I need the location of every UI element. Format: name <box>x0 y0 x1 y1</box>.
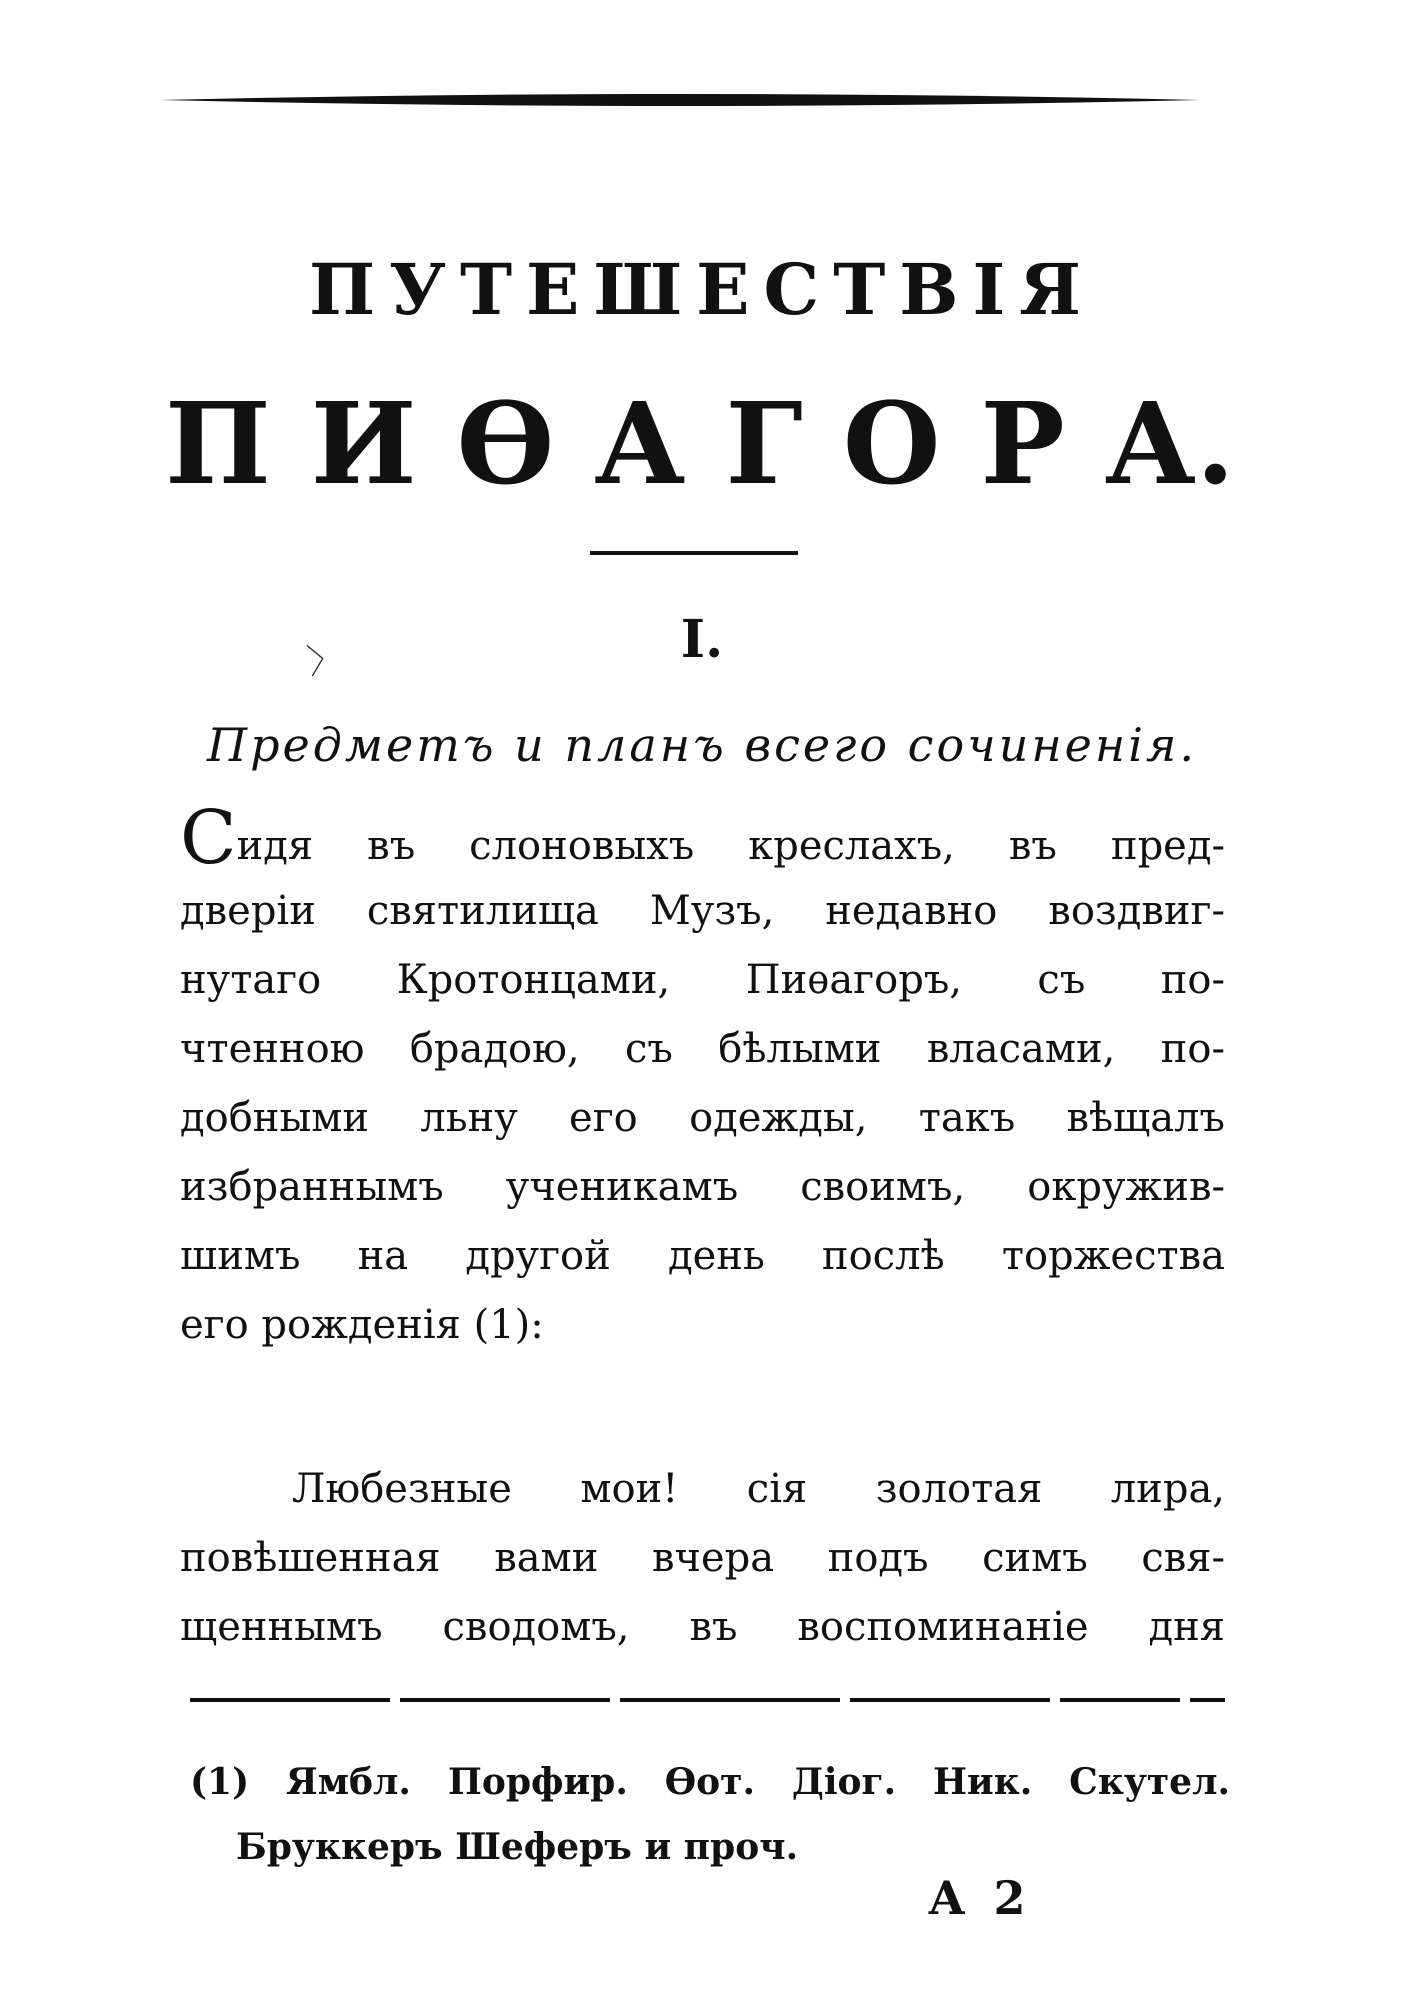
stray-ink-mark: 〉 <box>304 637 346 683</box>
text-line: повѣшенная вами вчера подъ симъ свя- <box>180 1535 1225 1581</box>
text-line: чтенною брадою, съ бѣлыми власами, по- <box>180 1026 1225 1072</box>
title-letter: Г <box>725 379 803 510</box>
paragraph-1 <box>180 795 1225 1360</box>
footnote-rule <box>190 1697 1225 1703</box>
title-letter: П <box>165 379 271 510</box>
text-line: нутаго Кротонцами, Пиѳагоръ, съ по- <box>180 957 1225 1003</box>
title-letter: А. <box>1104 379 1235 510</box>
signature-mark: А 2 <box>928 1871 1032 1925</box>
text-line: избраннымъ ученикамъ своимъ, окружив- <box>180 1164 1225 1210</box>
text-line: шимъ на другой день послѣ торжества <box>180 1233 1225 1279</box>
footnote-line: (1) Ямбл. Порфир. Ѳот. Діог. Ник. Скутел. <box>190 1761 1230 1803</box>
text-line: двеpiи святилища Музъ, недавно воздвиг- <box>180 888 1225 934</box>
title-letter: О <box>842 379 941 510</box>
text-line: Любезные мои! сія золотая лира, <box>292 1466 1225 1512</box>
text-line: добными льну его одежды, такъ вѣщалъ <box>180 1095 1225 1141</box>
footnote <box>190 1750 1230 1880</box>
drop-cap: С <box>180 795 237 881</box>
title-letter: И <box>310 379 417 510</box>
title-letter: А <box>594 379 686 510</box>
footnote-line: Бруккеръ Шеферъ и проч. <box>236 1826 799 1868</box>
title-line-1: ПУТЕШЕСТВІЯ <box>309 248 1095 331</box>
chapter-number: I. <box>680 609 724 670</box>
paragraph-2 <box>180 1455 1225 1662</box>
text-line: его рожденія (1): <box>180 1302 544 1348</box>
title-divider <box>590 551 798 555</box>
text-line: щеннымъ сводомъ, въ воспоминаніе дня <box>180 1604 1225 1650</box>
text-line: Сидя въ слоновыхъ креслахъ, въ пред- <box>180 795 1225 881</box>
title-letter: Р <box>980 379 1065 510</box>
title-letter: Ѳ <box>456 379 555 510</box>
title-line-2 <box>165 379 1235 510</box>
top-decorative-rule <box>160 92 1200 108</box>
chapter-subtitle: Предметъ и планъ всего сочиненія. <box>206 718 1197 772</box>
